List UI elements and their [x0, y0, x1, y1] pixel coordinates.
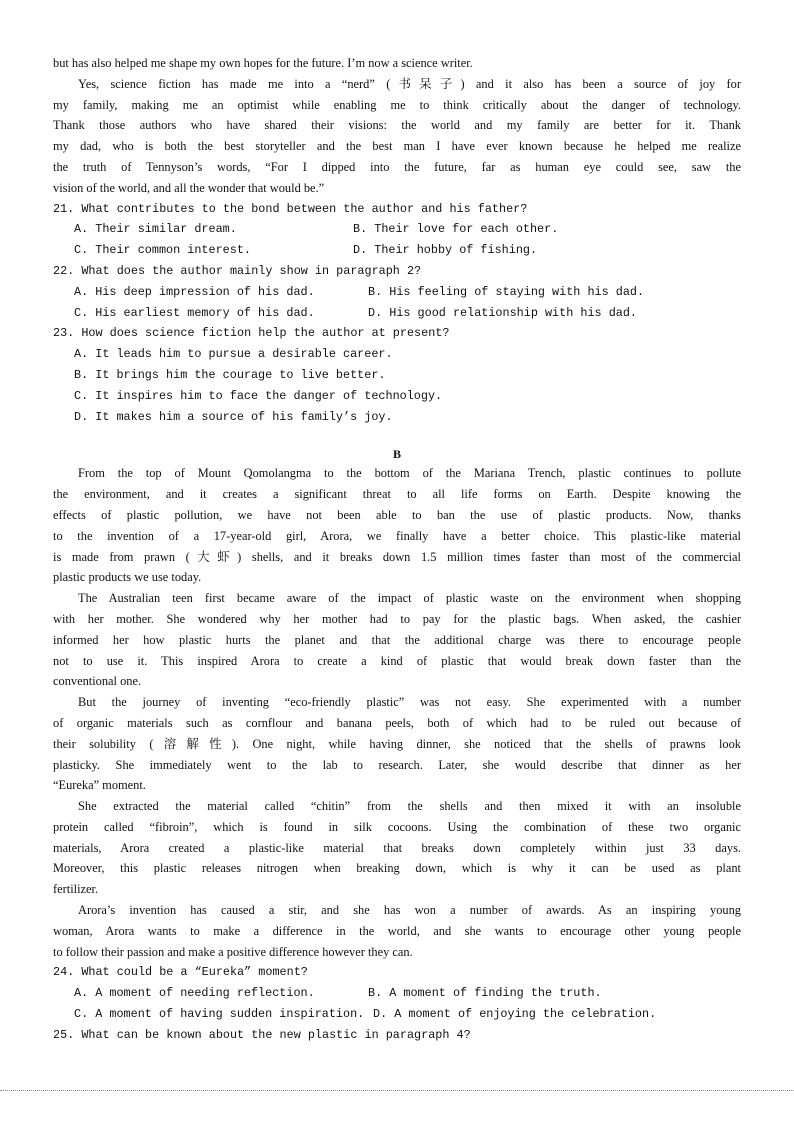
question-stem: 25. What can be known about the new plastic in paragraph 4?: [53, 1027, 471, 1042]
passage-b-line: plasticky. She immediately went to the lab to research. Later, she would describe that dinner as her: [53, 757, 741, 772]
passage-b-line: with her mother. She wondered why her mother had to pay for the plastic bags. When asked, the cashier: [53, 611, 741, 626]
passage-a-line: my family, making me an optimist while enabling me to think critically about the danger of technology.: [53, 97, 741, 112]
passage-b-line: Arora’s invention has caused a stir, and she has won a number of awards. As an inspiring young: [78, 903, 741, 918]
question-stem: 21. What contributes to the bond between the author and his father?: [53, 201, 528, 216]
passage-b-line: their solubility (溶解性). One night, while having dinner, she noticed that the shells of prawns look: [53, 736, 741, 751]
passage-b-line: effects of plastic pollution, we have not been able to ban the use of plastic products. Now, thanks: [53, 507, 741, 522]
option: B. A moment of finding the truth.: [368, 986, 602, 1001]
passage-b-line: not to use it. This inspired Arora to create a kind of plastic that would break down faster than the: [53, 653, 741, 668]
option: A. It leads him to pursue a desirable career.: [74, 347, 393, 362]
passage-b-line: plastic products we use today.: [53, 570, 202, 585]
passage-b-line: From the top of Mount Qomolangma to the bottom of the Mariana Trench, plastic continues to pollute: [78, 466, 741, 481]
questions-24-25: [53, 962, 741, 1045]
passage-b-line: conventional one.: [53, 674, 142, 689]
question-stem: 22. What does the author mainly show in paragraph 2?: [53, 263, 422, 278]
option: B. It brings him the courage to live better.: [74, 367, 386, 382]
passage-a-line: vision of the world, and all the wonder that would be.”: [53, 180, 325, 195]
passage-b-line: But the journey of inventing “eco-friendly plastic” was not easy. She experimented with a number: [78, 695, 741, 710]
passage-b-line: She extracted the material called “chitin” from the shells and then mixed it with an insoluble: [78, 799, 741, 814]
passage-b-line: woman, Arora wants to make a difference in the world, and she wants to encourage other young people: [53, 923, 741, 938]
option: D. Their hobby of fishing.: [353, 243, 538, 258]
passage-b-line: to follow their passion and make a positive difference however they can.: [53, 944, 413, 959]
passage-b-line: protein called “fibroin”, which is found in silk cocoons. Using the combination of these two organic: [53, 819, 741, 834]
passage-b-line: informed her how plastic hurts the planet and that the additional charge was there to encourage people: [53, 632, 741, 647]
option: C. A moment of having sudden inspiration.: [74, 1007, 365, 1022]
option: D. His good relationship with his dad.: [368, 305, 638, 320]
section-b-heading: B: [392, 447, 401, 462]
question-stem: 23. How does science fiction help the author at present?: [53, 326, 450, 341]
option: B. His feeling of staying with his dad.: [368, 284, 645, 299]
option-row: [53, 303, 741, 324]
option: C. His earliest memory of his dad.: [74, 305, 315, 320]
passage-b-line: fertilizer.: [53, 882, 99, 897]
questions-21-23: [53, 199, 741, 428]
passage-b-line: to the invention of a 17-year-old girl, Arora, we finally have a better choice. This plastic-like material: [53, 528, 741, 543]
passage-a-line: my dad, who is both the best storyteller and the best man I have ever known because he helped me realize: [53, 139, 741, 154]
passage-b-line: of organic materials such as cornflour and banana peels, both of which had to be ruled out because of: [53, 715, 741, 730]
option: D. It makes him a source of his family’s joy.: [74, 409, 393, 424]
passage-a-line: the truth of Tennyson’s words, “For I dipped into the future, far as human eye could see, saw the: [53, 159, 741, 174]
passage-a-line: Thank those authors who have shared their visions: the world and my family are better for it. Thank: [53, 118, 741, 133]
option-row: [53, 219, 741, 240]
passage-b: [53, 463, 741, 962]
passage-b-line: The Australian teen first became aware of the impact of plastic waste on the environment when shopping: [78, 591, 741, 606]
option: A. His deep impression of his dad.: [74, 284, 315, 299]
option-row: [53, 240, 741, 261]
passage-b-line: “Eureka” moment.: [53, 778, 146, 793]
passage-b-line: Moreover, this plastic releases nitrogen when breaking down, which is why it can be used as plant: [53, 861, 741, 876]
option: B. Their love for each other.: [353, 222, 559, 237]
option: C. It inspires him to face the danger of technology.: [74, 388, 443, 403]
exam-page: [53, 53, 741, 1046]
passage-a-ending: [53, 53, 741, 199]
question-stem: 24. What could be a “Eureka” moment?: [53, 965, 308, 980]
page-bottom-divider: [0, 1090, 794, 1091]
passage-b-line: is made from prawn (大虾) shells, and it breaks down 1.5 million times faster than most of the commercial: [53, 549, 741, 564]
option: D. A moment of enjoying the celebration.: [373, 1007, 657, 1022]
passage-b-line: the environment, and it creates a significant threat to all life forms on Earth. Despite knowing the: [53, 487, 741, 502]
option: A. Their similar dream.: [74, 222, 237, 237]
passage-a-line: but has also helped me shape my own hopes for the future. I’m now a science writer.: [53, 56, 473, 70]
passage-a-line: Yes, science fiction has made me into a “nerd” (书呆子) and it also has been a source of joy for: [78, 76, 741, 91]
option-row: [53, 1004, 741, 1025]
passage-b-line: materials, Arora created a plastic-like material that breaks down completely within just 33 days.: [53, 840, 741, 855]
option-row: [53, 282, 741, 303]
option: A. A moment of needing reflection.: [74, 986, 315, 1001]
option-row: [53, 983, 741, 1004]
option: C. Their common interest.: [74, 243, 251, 258]
